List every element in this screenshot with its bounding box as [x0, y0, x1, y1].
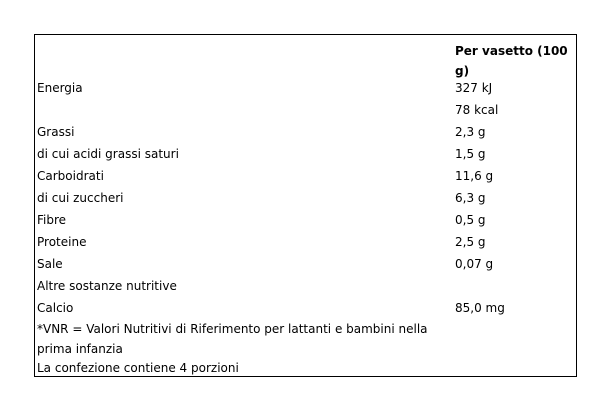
nutrient-label: Altre sostanze nutritive [37, 279, 177, 293]
nutrient-value: 0,5 g [455, 213, 486, 227]
nutrient-label: Carboidrati [37, 169, 104, 183]
table-row [35, 99, 576, 121]
nutrient-label: Sale [37, 257, 63, 271]
table-row [35, 77, 576, 99]
nutrient-value: 2,3 g [455, 125, 486, 139]
nutrient-label: Calcio [37, 301, 74, 315]
nutrient-label: Grassi [37, 125, 75, 139]
table-row [35, 297, 576, 319]
nutrient-label: di cui acidi grassi saturi [37, 147, 179, 161]
table-row [35, 253, 576, 275]
table-row [35, 275, 576, 297]
nutrient-value: 78 kcal [455, 103, 499, 117]
nutrient-label: Fibre [37, 213, 67, 227]
nutrient-value: 85,0 mg [455, 301, 505, 315]
nutrient-value: 1,5 g [455, 147, 486, 161]
table-row [35, 165, 576, 187]
nutrient-value: 11,6 g [455, 169, 494, 183]
nutrient-label: di cui zuccheri [37, 191, 124, 205]
table-row [35, 121, 576, 143]
table-row [35, 143, 576, 165]
table-row [35, 231, 576, 253]
nutrient-value: 327 kJ [455, 81, 493, 95]
vnr-footnote: *VNR = Valori Nutritivi di Riferimento per lattanti e bambini nella prima infanzia [37, 322, 428, 356]
nutrient-value: 2,5 g [455, 235, 486, 249]
column-header: Per vasetto (100 g) [455, 44, 568, 78]
table-row [35, 187, 576, 209]
nutrient-label: Energia [37, 81, 83, 95]
nutrient-value: 0,07 g [455, 257, 494, 271]
nutrient-value: 6,3 g [455, 191, 486, 205]
servings-note: La confezione contiene 4 porzioni [37, 361, 239, 375]
table-row [35, 209, 576, 231]
nutrition-table [34, 34, 577, 377]
nutrient-label: Proteine [37, 235, 87, 249]
